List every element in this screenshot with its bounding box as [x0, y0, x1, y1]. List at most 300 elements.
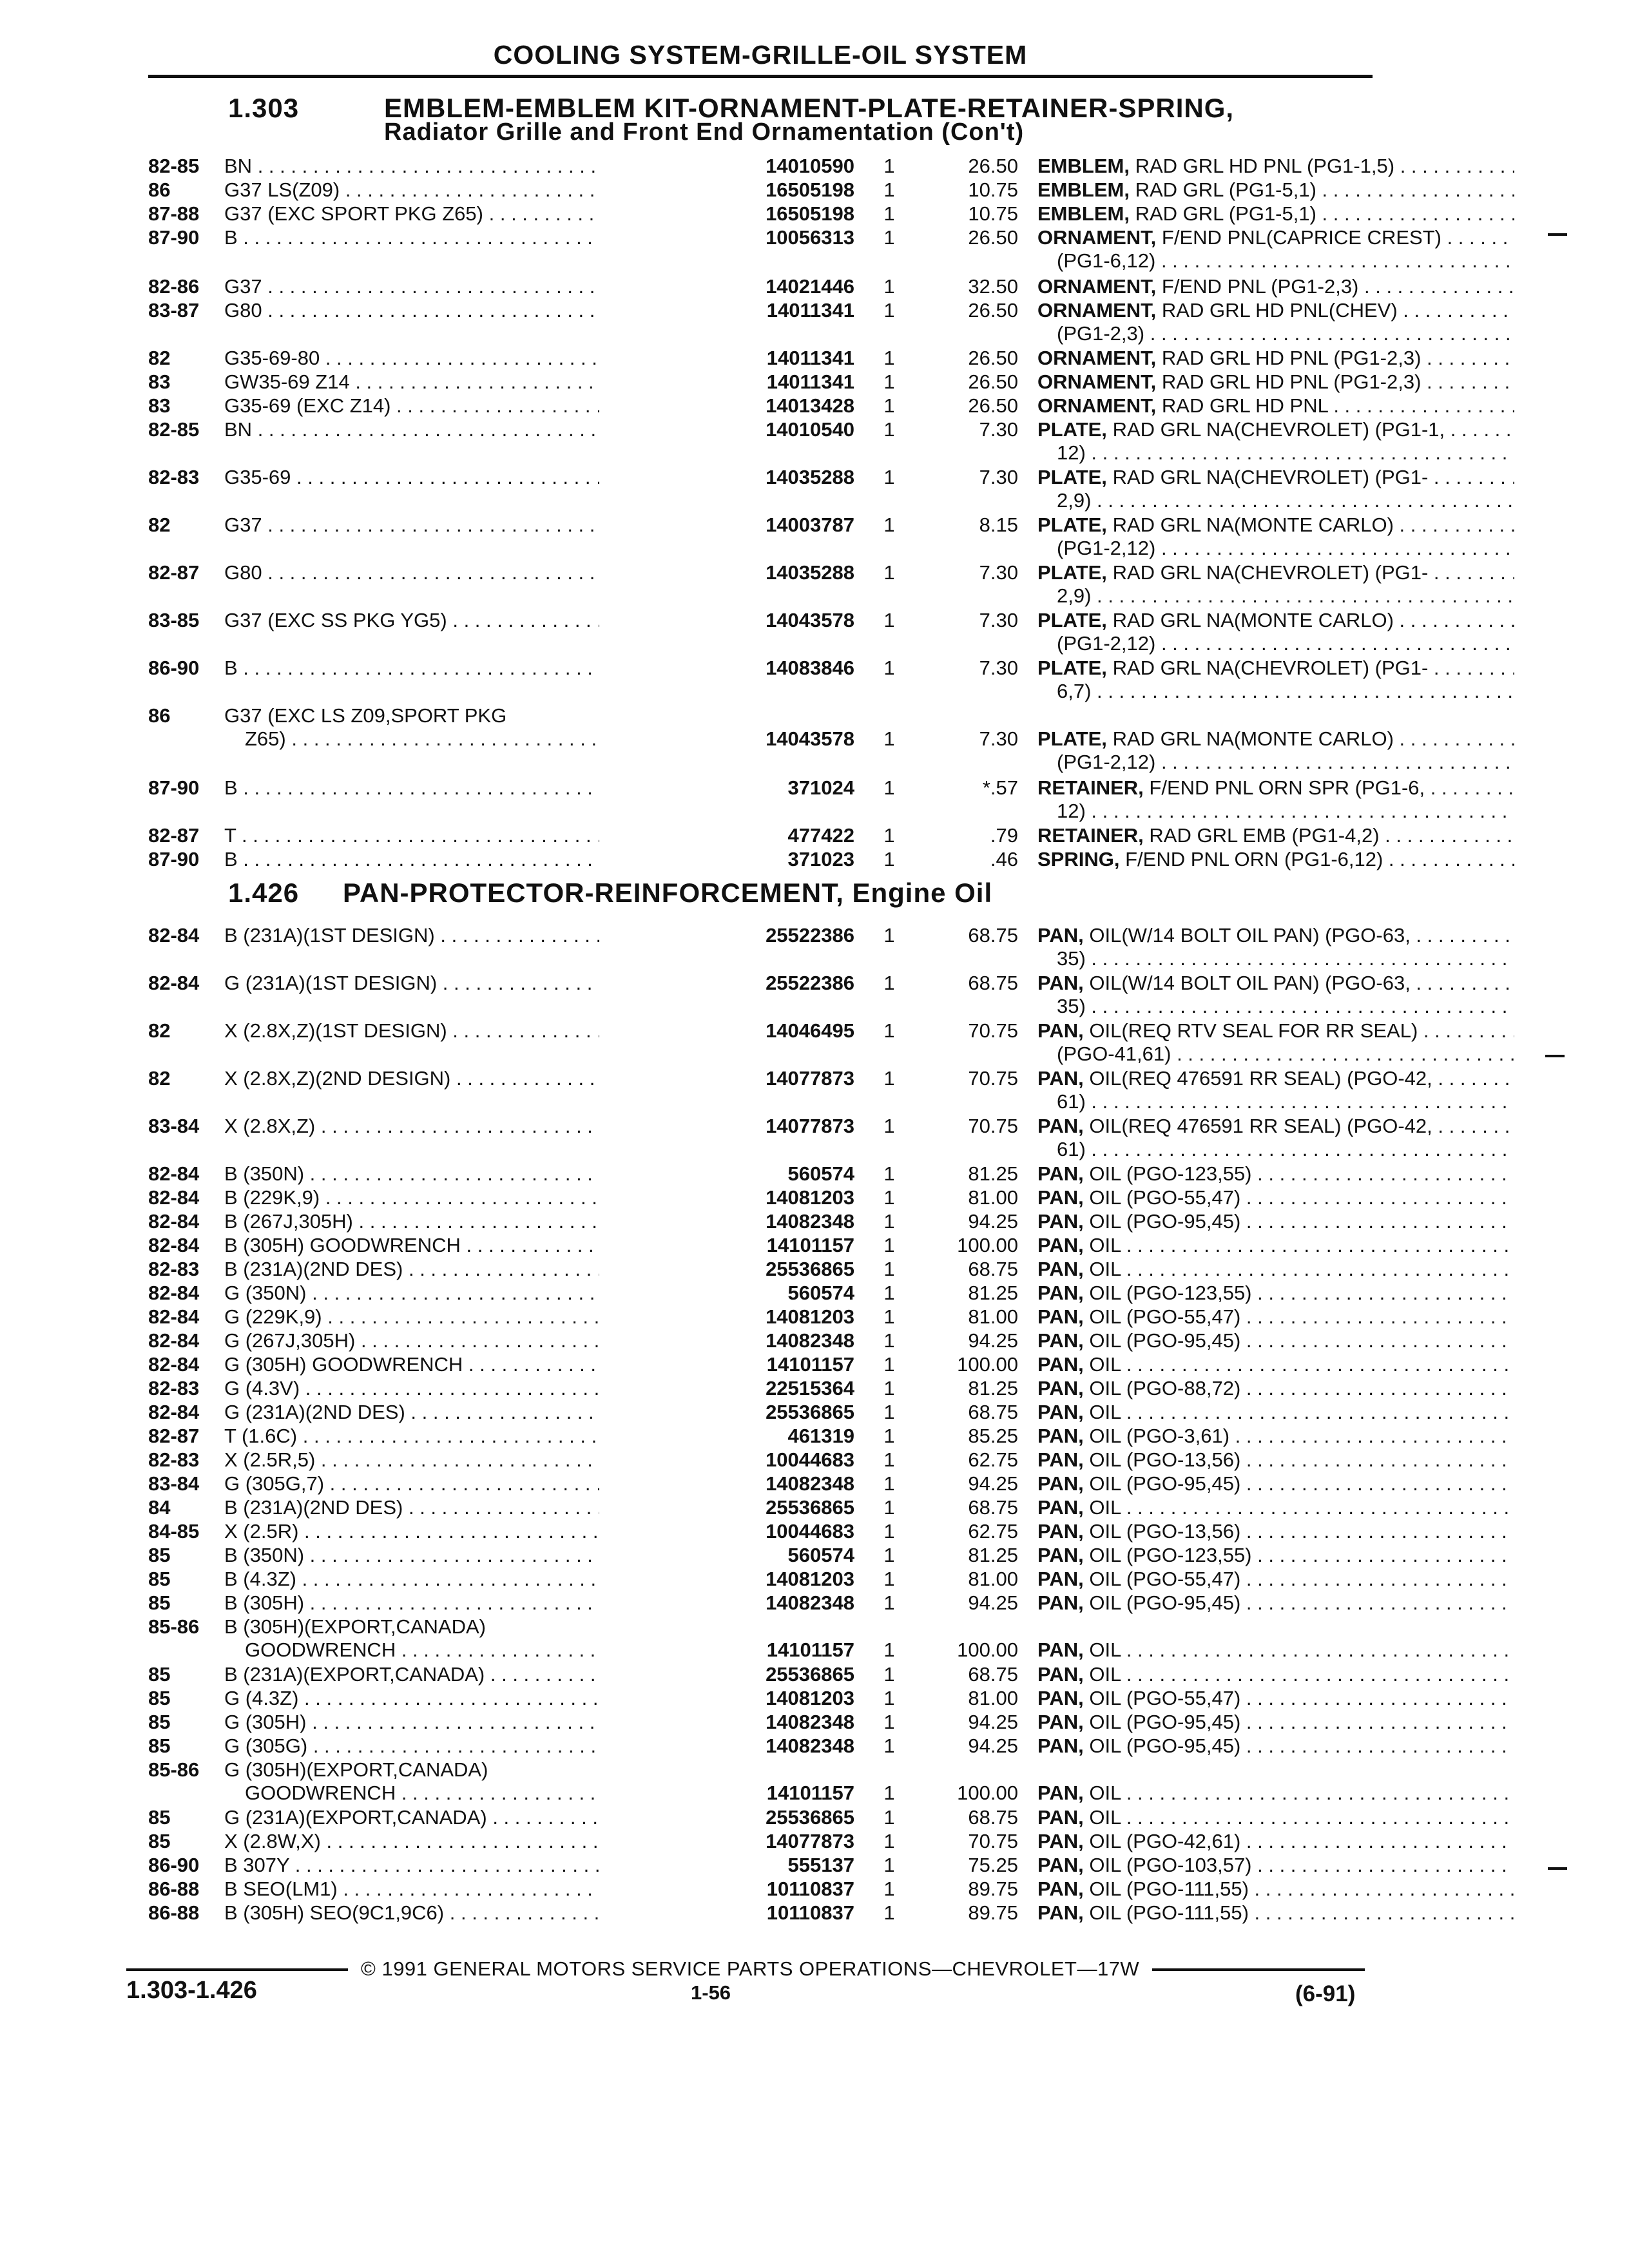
quantity: 1: [883, 924, 895, 947]
description-text: OIL (PGO-111,55): [1089, 1878, 1249, 1900]
description-line: [1037, 489, 1514, 512]
quantity: 1: [883, 1162, 895, 1185]
part-number: 14010590: [599, 155, 854, 178]
description-line: [1037, 584, 1514, 608]
part-description: [1037, 155, 1514, 178]
quantity: 1: [883, 226, 895, 249]
description-keyword: PAN,: [1037, 924, 1084, 947]
model-year: 85: [148, 1687, 171, 1709]
part-description: [1037, 1711, 1514, 1734]
description-line: [1037, 947, 1514, 970]
model-year: 82-87: [148, 1425, 200, 1447]
price: 26.50: [968, 299, 1018, 322]
description-keyword: PAN,: [1037, 1568, 1084, 1590]
part-description: [1037, 1019, 1514, 1066]
description-line: [1037, 1663, 1514, 1686]
price: 100.00: [957, 1639, 1018, 1661]
model-year: 87-88: [148, 202, 200, 225]
description-text: RAD GRL NA(CHEVROLET) (PG1-: [1112, 466, 1429, 488]
description-keyword: PAN,: [1037, 1401, 1084, 1423]
model-year: 82-86: [148, 275, 200, 298]
table-row: [148, 776, 1425, 825]
model-code-line: G (350N) . . .: [224, 1282, 733, 1305]
price: 8.15: [979, 514, 1018, 536]
description-text: OIL: [1089, 1663, 1121, 1686]
price: 94.25: [968, 1210, 1018, 1233]
page-title: COOLING SYSTEM-GRILLE-OIL SYSTEM: [493, 40, 1028, 70]
description-text: 6,7): [1057, 680, 1092, 702]
model-year: 83: [148, 394, 171, 417]
model-year: 83-85: [148, 609, 200, 631]
footer-copyright: © 1991 GENERAL MOTORS SERVICE PARTS OPERATIONS—CHEVROLET—17W: [361, 1957, 1140, 1980]
description-text: RAD GRL EMB (PG1-4,2): [1149, 824, 1380, 847]
model-code-line: B (267J,305H) . . .: [224, 1210, 733, 1233]
price: 32.50: [968, 275, 1018, 298]
model-code-line: B (231A)(2ND DES) . . .: [224, 1496, 733, 1519]
price: 10.75: [968, 202, 1018, 225]
part-number: 14082348: [599, 1210, 854, 1233]
description-line: [1037, 1639, 1514, 1662]
description-keyword: PAN,: [1037, 1425, 1084, 1447]
model-year: 86-88: [148, 1878, 200, 1900]
description-keyword: PAN,: [1037, 1901, 1084, 1924]
model-code-line: B (350N) . . .: [224, 1544, 733, 1567]
part-number: 14043578: [599, 609, 854, 632]
part-description: [1037, 1901, 1514, 1925]
price: 81.00: [968, 1305, 1018, 1328]
price: 68.75: [968, 1496, 1018, 1519]
price: .79: [990, 824, 1018, 847]
model-code-line: B (305H) . . .: [224, 1591, 733, 1615]
model-code-line: G (4.3V) . . .: [224, 1377, 733, 1400]
description-text: RAD GRL HD PNL (PG1-1,5): [1135, 155, 1395, 177]
quantity: 1: [883, 1782, 895, 1804]
description-keyword: PAN,: [1037, 1472, 1084, 1495]
price: 26.50: [968, 226, 1018, 249]
quantity: 1: [883, 1639, 895, 1661]
description-text: RAD GRL NA(CHEVROLET) (PG1-1,: [1112, 418, 1445, 441]
description-text: 2,9): [1057, 584, 1092, 607]
model-code-line: X (2.5R,5) . . .: [224, 1448, 733, 1472]
description-line: [1037, 632, 1514, 655]
part-number: 16505198: [599, 202, 854, 226]
part-description: [1037, 1735, 1514, 1758]
model-code-line: B (305H)(EXPORT,CANADA): [224, 1615, 486, 1638]
model-code-line: G37 . . .: [224, 275, 733, 298]
description-keyword: PAN,: [1037, 1067, 1084, 1090]
description-text: (PG1-2,3): [1057, 322, 1145, 345]
description-text: RAD GRL (PG1-5,1): [1135, 202, 1316, 225]
description-keyword: PAN,: [1037, 1735, 1084, 1757]
description-line: [1037, 1377, 1514, 1400]
table-row: [148, 1115, 1432, 1164]
model-year: 85: [148, 1830, 171, 1852]
description-line: [1037, 370, 1514, 394]
part-number: 22515364: [599, 1377, 854, 1400]
description-keyword: PAN,: [1037, 1305, 1084, 1328]
quantity: 1: [883, 1496, 895, 1519]
part-description: [1037, 178, 1514, 202]
price: 7.30: [979, 609, 1018, 631]
price: 26.50: [968, 394, 1018, 417]
price: 89.75: [968, 1878, 1018, 1900]
part-description: [1037, 1663, 1514, 1686]
description-line: [1037, 514, 1514, 537]
model-code-line: X (2.5R) . . .: [224, 1520, 733, 1543]
quantity: 1: [883, 824, 895, 847]
description-line: [1037, 972, 1514, 995]
price: 10.75: [968, 178, 1018, 201]
model-code-line: B (231A)(1ST DESIGN) . . .: [224, 924, 733, 947]
margin-tick-mark: [1548, 233, 1567, 236]
description-line: [1037, 1090, 1514, 1113]
price: 81.00: [968, 1186, 1018, 1209]
part-number: 14035288: [599, 466, 854, 489]
quantity: 1: [883, 1687, 895, 1709]
description-keyword: PAN,: [1037, 1258, 1084, 1280]
part-description: [1037, 1448, 1514, 1472]
description-line: [1037, 394, 1514, 418]
description-text: OIL (PGO-95,45): [1089, 1711, 1241, 1733]
model-year: 85: [148, 1544, 171, 1566]
description-text: OIL (PGO-111,55): [1089, 1901, 1249, 1924]
part-number: 25536865: [599, 1258, 854, 1281]
part-description: [1037, 1782, 1514, 1805]
part-description: [1037, 1568, 1514, 1591]
model-year: 85: [148, 1735, 171, 1757]
description-text: OIL (PGO-55,47): [1089, 1305, 1241, 1328]
section-title: PAN-PROTECTOR-REINFORCEMENT, Engine Oil: [343, 878, 993, 908]
part-description: [1037, 1329, 1514, 1352]
description-text: 61): [1057, 1138, 1086, 1160]
description-text: OIL: [1089, 1496, 1121, 1519]
part-number: 14082348: [599, 1472, 854, 1495]
part-number: 25536865: [599, 1496, 854, 1519]
description-keyword: PLATE,: [1037, 418, 1107, 441]
part-number: 14011341: [599, 299, 854, 322]
model-year: 86-90: [148, 657, 200, 679]
part-number: 14101157: [599, 1639, 854, 1662]
model-code-line: G (4.3Z) . . .: [224, 1687, 733, 1710]
quantity: 1: [883, 1806, 895, 1829]
quantity: 1: [883, 1234, 895, 1256]
model-year: 82-83: [148, 466, 200, 488]
model-code-line: X (2.8W,X) . . .: [224, 1830, 733, 1853]
part-description: [1037, 370, 1514, 394]
model-code-line: T (1.6C) . . .: [224, 1425, 733, 1448]
part-number: 14077873: [599, 1067, 854, 1090]
price: 81.00: [968, 1687, 1018, 1709]
model-code-line: B (4.3Z) . . .: [224, 1568, 733, 1591]
description-text: OIL (PGO-123,55): [1089, 1282, 1252, 1304]
model-code-line: G35-69 (EXC Z14) . . .: [224, 394, 733, 418]
description-line: [1037, 824, 1514, 847]
description-line: [1037, 1854, 1514, 1877]
quantity: 1: [883, 1305, 895, 1328]
quantity: 1: [883, 202, 895, 225]
table-row: [148, 657, 1429, 706]
part-number: 14081203: [599, 1305, 854, 1329]
model-year: 82-84: [148, 1162, 200, 1185]
description-line: [1037, 1544, 1514, 1567]
description-keyword: PLATE,: [1037, 514, 1107, 536]
model-code-line: G (229K,9) . . .: [224, 1305, 733, 1329]
model-code-line: G37 (EXC LS Z09,SPORT PKG: [224, 704, 507, 727]
model-code-line: GW35-69 Z14 . . .: [224, 370, 733, 394]
model-code-line: G (305H) . . .: [224, 1711, 733, 1734]
description-text: OIL: [1089, 1401, 1121, 1423]
description-text: (PG1-6,12): [1057, 249, 1156, 272]
table-row: [148, 561, 1429, 610]
model-year: 82-84: [148, 1186, 200, 1209]
part-number: 14046495: [599, 1019, 854, 1043]
quantity: 1: [883, 1472, 895, 1495]
description-text: RAD GRL HD PNL: [1161, 394, 1328, 417]
quantity: 1: [883, 1711, 895, 1733]
model-year: 87-90: [148, 848, 200, 870]
description-line: [1037, 178, 1514, 202]
part-number: 25536865: [599, 1401, 854, 1424]
model-year: 82-83: [148, 1258, 200, 1280]
table-row: [148, 1615, 1373, 1664]
description-text: OIL (PGO-95,45): [1089, 1735, 1241, 1757]
part-number: 560574: [599, 1162, 854, 1186]
price: 68.75: [968, 1258, 1018, 1280]
description-line: [1037, 347, 1514, 370]
description-line: [1037, 1115, 1514, 1138]
model-year: 82-85: [148, 418, 200, 441]
description-line: [1037, 537, 1514, 560]
quantity: 1: [883, 1019, 895, 1042]
price: 81.25: [968, 1282, 1018, 1304]
part-number: 16505198: [599, 178, 854, 202]
model-code-line: G (305H) GOODWRENCH . . .: [224, 1353, 733, 1376]
description-line: [1037, 995, 1514, 1018]
part-number: 14083846: [599, 657, 854, 680]
price: 94.25: [968, 1735, 1018, 1757]
description-line: [1037, 1591, 1514, 1615]
quantity: 1: [883, 727, 895, 750]
description-text: OIL (PGO-95,45): [1089, 1329, 1241, 1352]
quantity: 1: [883, 514, 895, 536]
description-line: [1037, 1305, 1514, 1329]
description-keyword: PAN,: [1037, 1663, 1084, 1686]
quantity: 1: [883, 299, 895, 322]
quantity: 1: [883, 1591, 895, 1614]
model-year: 82-87: [148, 561, 200, 584]
model-code-line: T . . .: [224, 824, 733, 847]
part-number: 10044683: [599, 1448, 854, 1472]
model-year: 82-84: [148, 1353, 200, 1376]
section-subtitle: Radiator Grille and Front End Ornamentation (Con't): [384, 119, 1025, 146]
part-description: [1037, 1878, 1514, 1901]
description-keyword: PLATE,: [1037, 727, 1107, 750]
description-text: 2,9): [1057, 489, 1092, 512]
model-year: 87-90: [148, 226, 200, 249]
description-line: [1037, 848, 1514, 871]
description-text: 12): [1057, 441, 1086, 464]
part-number: 25522386: [599, 972, 854, 995]
description-line: [1037, 202, 1514, 226]
section-number: 1.303: [228, 93, 300, 123]
description-line: [1037, 657, 1514, 680]
description-keyword: PLATE,: [1037, 466, 1107, 488]
model-year: 82-84: [148, 1401, 200, 1423]
description-keyword: PAN,: [1037, 972, 1084, 994]
description-text: 12): [1057, 800, 1086, 822]
model-code-line: G (267J,305H) . . .: [224, 1329, 733, 1352]
quantity: 1: [883, 609, 895, 631]
model-year: 87-90: [148, 776, 200, 799]
quantity: 1: [883, 1830, 895, 1852]
model-code-line: B . . .: [224, 848, 733, 871]
price: 94.25: [968, 1711, 1018, 1733]
description-line: [1037, 1258, 1514, 1281]
table-row: [148, 609, 1394, 658]
part-number: 14081203: [599, 1687, 854, 1710]
quantity: 1: [883, 1735, 895, 1757]
model-year: 82-84: [148, 1234, 200, 1256]
quantity: 1: [883, 1568, 895, 1590]
part-description: [1037, 848, 1514, 871]
model-year: 82-85: [148, 155, 200, 177]
part-number: 14081203: [599, 1186, 854, 1209]
description-text: OIL (PGO-95,45): [1089, 1591, 1241, 1614]
model-year: 82-84: [148, 924, 200, 947]
part-description: [1037, 1520, 1514, 1543]
model-year: 85: [148, 1568, 171, 1590]
description-line: [1037, 226, 1514, 249]
description-text: RAD GRL NA(MONTE CARLO): [1112, 727, 1394, 750]
quantity: 1: [883, 347, 895, 369]
description-line: [1037, 1138, 1514, 1161]
price: 68.75: [968, 1806, 1018, 1829]
description-line: [1037, 441, 1514, 465]
price: 70.75: [968, 1115, 1018, 1137]
part-number: 371024: [599, 776, 854, 800]
model-year: 86-88: [148, 1901, 200, 1924]
quantity: 1: [883, 848, 895, 870]
description-line: [1037, 1687, 1514, 1710]
model-code-line: G (305G,7) . . .: [224, 1472, 733, 1495]
quantity: 1: [883, 1115, 895, 1137]
model-code-line: X (2.8X,Z)(2ND DESIGN) . . .: [224, 1067, 733, 1090]
part-number: 10110837: [599, 1901, 854, 1925]
quantity: 1: [883, 1854, 895, 1876]
description-line: [1037, 1329, 1514, 1352]
part-number: 25522386: [599, 924, 854, 947]
model-code-line: GOODWRENCH . . .: [224, 1639, 733, 1662]
description-keyword: ORNAMENT,: [1037, 226, 1157, 249]
description-keyword: PLATE,: [1037, 657, 1107, 679]
model-code-line: B (231A)(2ND DES) . . .: [224, 1258, 733, 1281]
description-line: [1037, 561, 1514, 584]
price: 85.25: [968, 1425, 1018, 1447]
model-year: 83: [148, 370, 171, 393]
price: 81.00: [968, 1568, 1018, 1590]
part-description: [1037, 1591, 1514, 1615]
price: 68.75: [968, 1663, 1018, 1686]
table-row: [148, 1901, 1373, 1950]
header-divider: [148, 75, 1373, 78]
description-line: [1037, 418, 1514, 441]
description-line: [1037, 776, 1514, 800]
part-description: [1037, 1854, 1514, 1877]
description-keyword: PAN,: [1037, 1711, 1084, 1733]
table-row: [148, 514, 1394, 562]
description-line: [1037, 1520, 1514, 1543]
description-keyword: PAN,: [1037, 1115, 1084, 1137]
quantity: 1: [883, 561, 895, 584]
description-keyword: ORNAMENT,: [1037, 275, 1157, 298]
description-keyword: PAN,: [1037, 1591, 1084, 1614]
description-text: OIL (PGO-13,56): [1089, 1520, 1241, 1542]
model-year: 83-87: [148, 299, 200, 322]
model-year: 84: [148, 1496, 171, 1519]
description-keyword: ORNAMENT,: [1037, 394, 1157, 417]
footer-divider: [1152, 1968, 1365, 1971]
model-year: 85-86: [148, 1758, 200, 1781]
part-number: 14082348: [599, 1591, 854, 1615]
quantity: 1: [883, 1878, 895, 1900]
part-description: [1037, 1687, 1514, 1710]
part-description: [1037, 299, 1514, 345]
part-number: 14011341: [599, 370, 854, 394]
price: .46: [990, 848, 1018, 870]
part-number: 14021446: [599, 275, 854, 298]
description-text: 35): [1057, 995, 1086, 1017]
quantity: 1: [883, 1282, 895, 1304]
description-keyword: EMBLEM,: [1037, 155, 1130, 177]
description-line: [1037, 275, 1514, 298]
part-description: [1037, 418, 1514, 465]
description-line: [1037, 1425, 1514, 1448]
price: 26.50: [968, 347, 1018, 369]
part-number: 14003787: [599, 514, 854, 537]
model-year: 82-84: [148, 1305, 200, 1328]
price: 62.75: [968, 1520, 1018, 1542]
part-description: [1037, 972, 1514, 1018]
price: 68.75: [968, 972, 1018, 994]
description-keyword: PAN,: [1037, 1377, 1084, 1399]
description-text: OIL (PGO-55,47): [1089, 1186, 1241, 1209]
description-keyword: PAN,: [1037, 1210, 1084, 1233]
description-line: [1037, 1234, 1514, 1257]
model-year: 86: [148, 178, 171, 201]
price: 81.25: [968, 1162, 1018, 1185]
description-text: RAD GRL (PG1-5,1): [1135, 178, 1316, 201]
part-description: [1037, 727, 1514, 774]
part-number: 10110837: [599, 1878, 854, 1901]
description-text: F/END PNL (PG1-2,3): [1161, 275, 1359, 298]
description-line: [1037, 609, 1514, 632]
part-description: [1037, 824, 1514, 847]
model-code-line: B (305H) SEO(9C1,9C6) . . .: [224, 1901, 733, 1925]
description-text: OIL(W/14 BOLT OIL PAN) (PGO-63,: [1089, 972, 1411, 994]
model-code-line: G80 . . .: [224, 299, 733, 322]
description-line: [1037, 322, 1514, 345]
part-description: [1037, 1067, 1514, 1113]
description-keyword: PAN,: [1037, 1186, 1084, 1209]
price: 94.25: [968, 1329, 1018, 1352]
description-text: RAD GRL NA(CHEVROLET) (PG1-: [1112, 561, 1429, 584]
price: 81.25: [968, 1544, 1018, 1566]
description-keyword: PAN,: [1037, 1282, 1084, 1304]
model-year: 82-84: [148, 1210, 200, 1233]
part-number: 14035288: [599, 561, 854, 584]
description-text: (PG1-2,12): [1057, 537, 1156, 559]
part-number: 14077873: [599, 1830, 854, 1853]
